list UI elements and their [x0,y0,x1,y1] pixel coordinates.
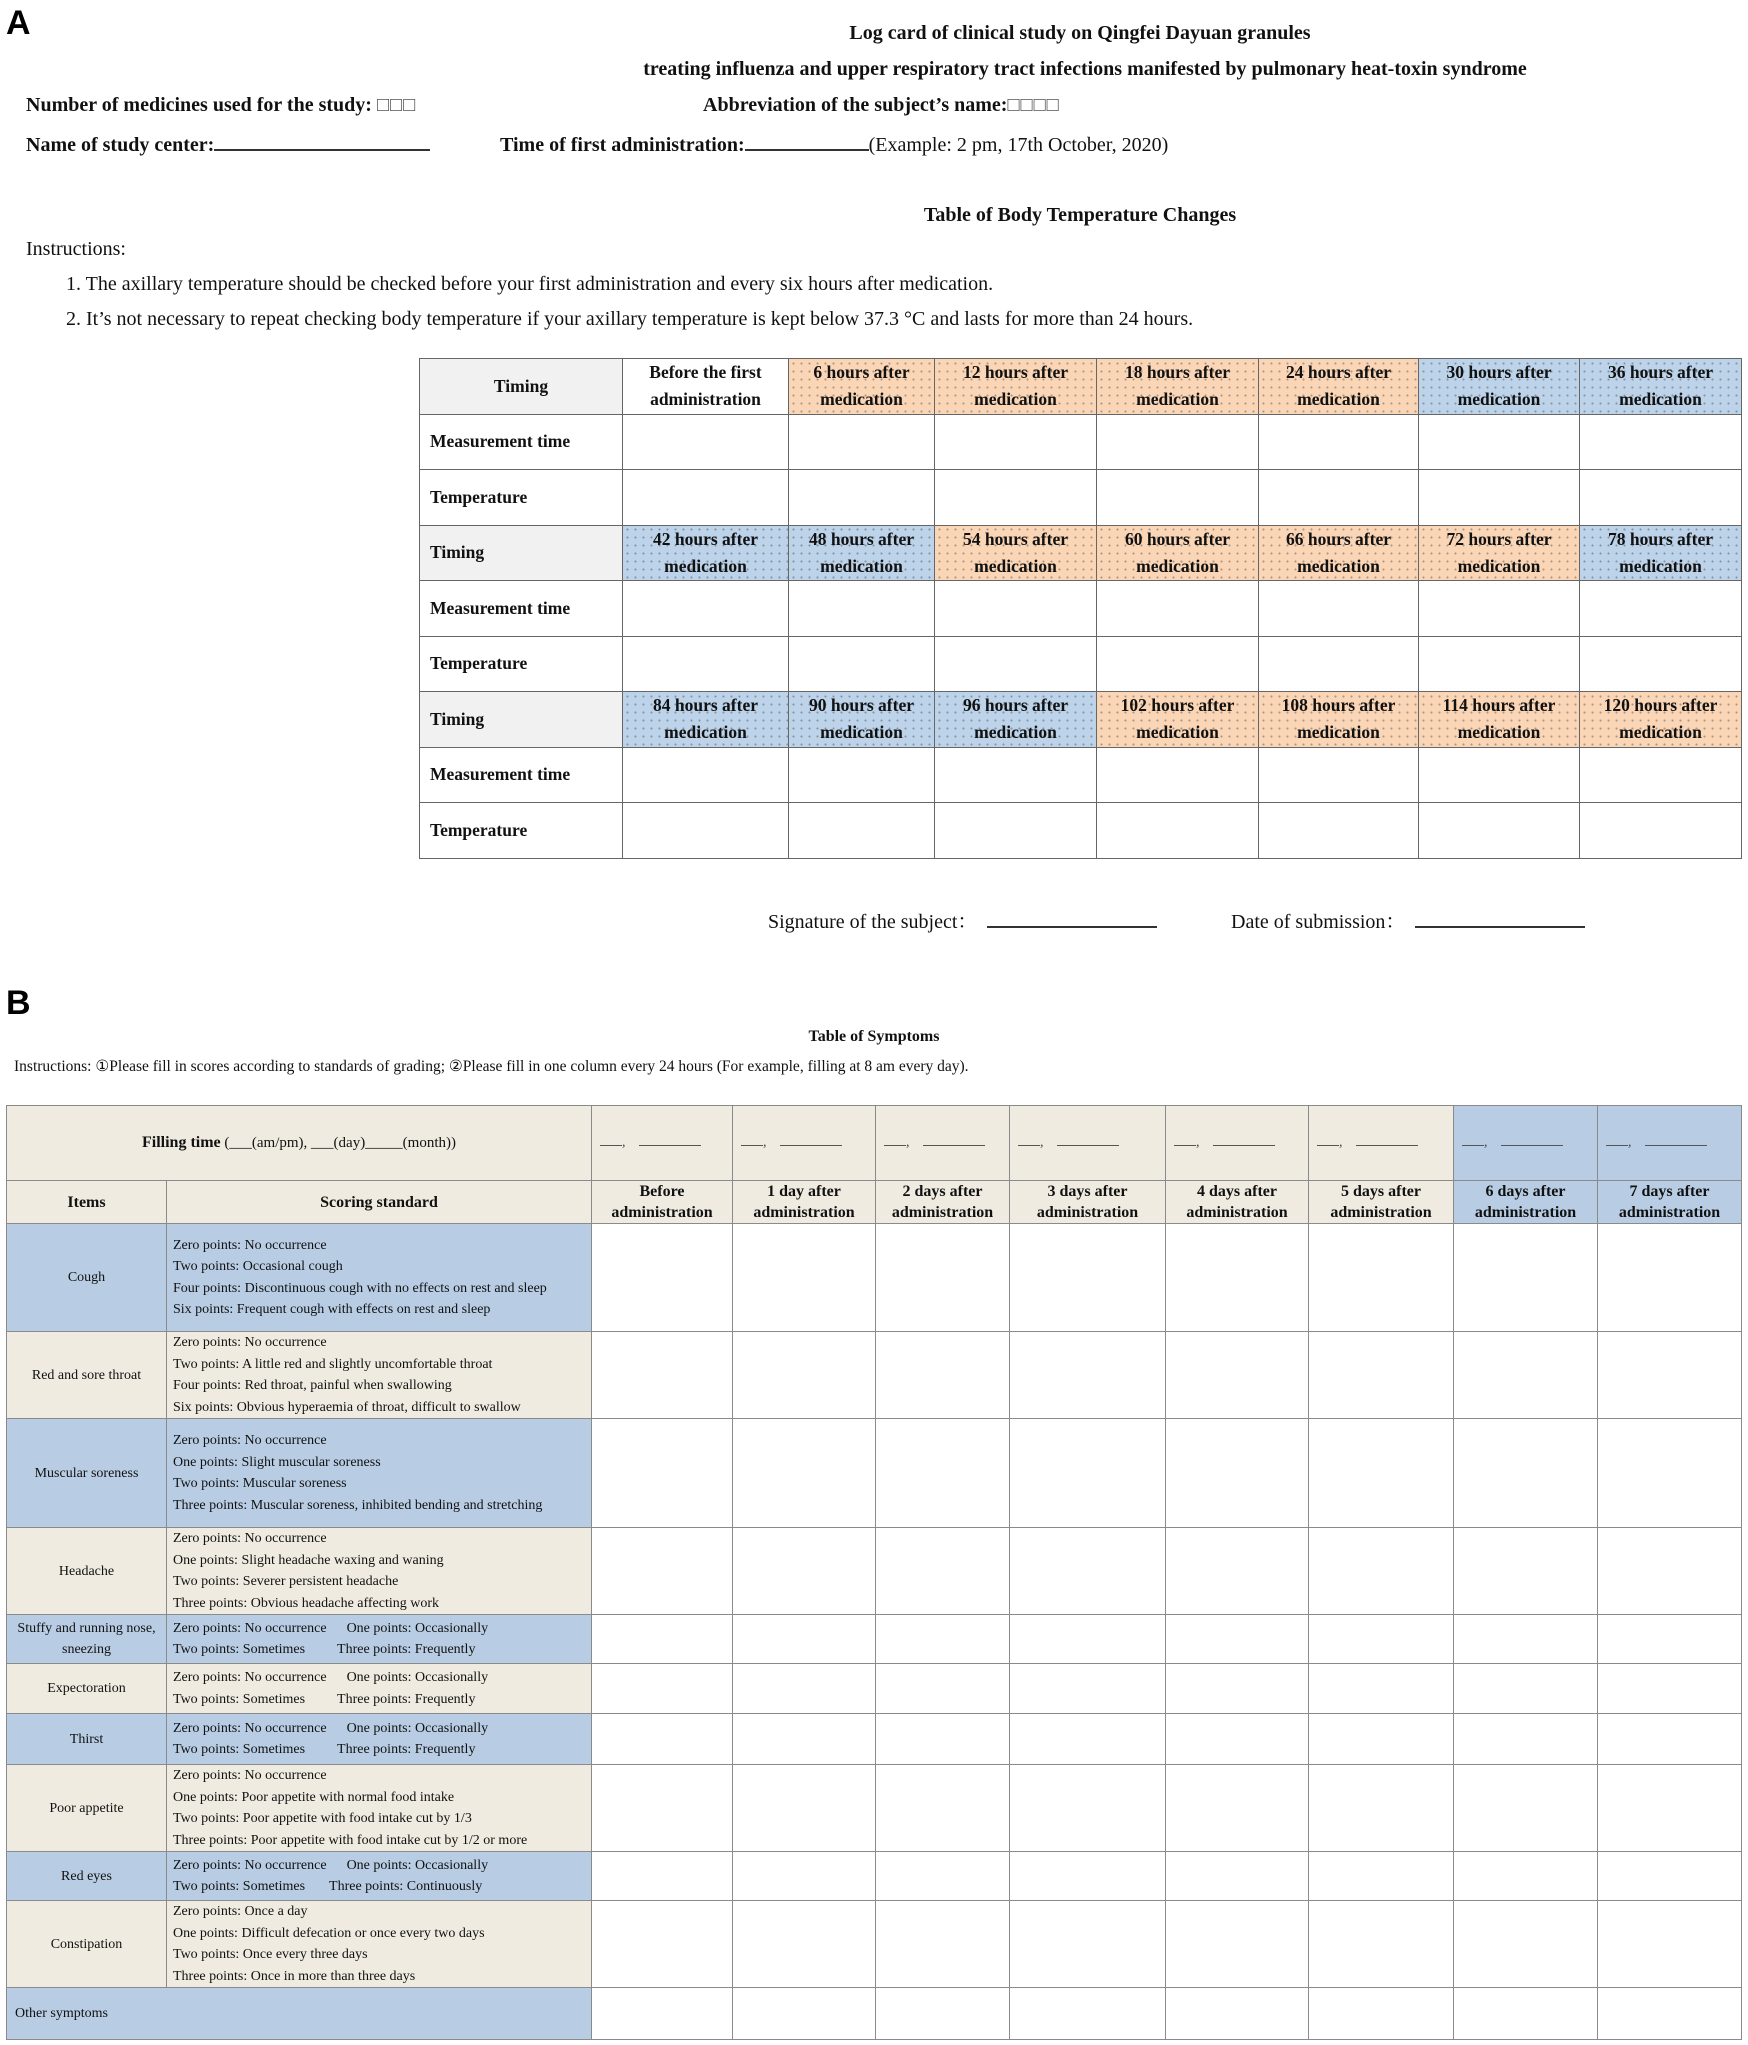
temperature-row-2 [420,636,1742,692]
timing-cell: 12 hours after medication [935,359,1097,415]
temperature-label: Temperature [420,803,623,859]
score-input[interactable] [1309,1664,1454,1714]
timing-cell: 24 hours after medication [1259,359,1419,415]
timing-cell: 84 hours after medication [623,692,789,748]
score-input[interactable] [1166,1528,1309,1615]
signature-label: Signature of the subject： [768,911,978,933]
filling-date-input[interactable]: , [1010,1106,1166,1181]
timing-row-2 [420,525,1742,581]
score-input[interactable] [1166,1852,1309,1901]
score-input[interactable] [1166,1224,1309,1332]
filling-date-input[interactable]: , [1454,1106,1598,1181]
subject-abbrev-label: Abbreviation of the subject’s name: [703,94,1008,116]
submission-date-label: Date of submission： [1231,911,1406,933]
score-input[interactable] [1309,1224,1454,1332]
score-input[interactable] [733,1419,876,1528]
medicines-number-field [26,94,416,117]
measurement-time-input[interactable] [789,747,935,803]
score-input[interactable] [1166,1615,1309,1664]
scoring-standard: Zero points: No occurrence One points: Slight muscular soreness Two points: Muscular soreness Three points: Muscular soreness, inhibited bending and stretching [167,1419,592,1528]
filling-date-input[interactable]: , [876,1106,1010,1181]
score-input[interactable] [876,1419,1010,1528]
symptoms-table [6,1105,1742,2040]
score-input[interactable] [1454,1615,1598,1664]
measurement-time-input[interactable] [1097,581,1259,637]
temperature-input[interactable] [789,803,935,859]
filling-date-input[interactable]: , [592,1106,733,1181]
instructions-label: Instructions: [26,238,126,260]
measurement-row-2 [420,581,1742,637]
score-input[interactable] [1010,1332,1166,1419]
score-input[interactable] [733,1528,876,1615]
score-input[interactable] [1166,1419,1309,1528]
panel-b-label: B [6,984,31,1022]
score-input[interactable] [1010,1901,1166,1988]
temperature-label: Temperature [420,470,623,526]
scoring-standard: Zero points: No occurrence One points: Poor appetite with normal food intake Two points: Poor appetite with food intake cut by 1/3 Three points: Poor appetite with food intake cut by 1/2 or more [167,1765,592,1852]
score-input[interactable] [1309,1852,1454,1901]
measurement-time-label: Measurement time [420,414,623,470]
symptom-item: Muscular soreness [7,1419,167,1528]
score-input[interactable] [1010,1528,1166,1615]
temperature-input[interactable] [1259,636,1419,692]
temperature-input[interactable] [1580,636,1742,692]
measurement-row-1 [420,414,1742,470]
score-input[interactable] [1010,1988,1166,2040]
temperature-input[interactable] [935,470,1097,526]
score-input[interactable] [1454,1664,1598,1714]
score-input[interactable] [733,1332,876,1419]
score-input[interactable] [1309,1765,1454,1852]
temperature-input[interactable] [1580,803,1742,859]
log-card-title: Log card of clinical study on Qingfei Dayuan granules [849,22,1311,44]
symptom-item: Stuffy and running nose, sneezing [7,1615,167,1664]
score-input[interactable] [876,1615,1010,1664]
score-input[interactable] [1598,1664,1742,1714]
score-input[interactable] [1010,1852,1166,1901]
temperature-row-1 [420,470,1742,526]
day-column-header: 4 days after administration [1166,1181,1309,1224]
timing-cell: 60 hours after medication [1097,525,1259,581]
subject-abbrev-field [703,94,1060,117]
scoring-standard: Zero points: Once a day One points: Difficult defecation or once every two days Two points: Once every three days Three points: Once in more than three days [167,1901,592,1988]
measurement-row-3 [420,747,1742,803]
temperature-input[interactable] [623,636,789,692]
score-input[interactable] [1454,1852,1598,1901]
day-column-header: 5 days after administration [1309,1181,1454,1224]
symptom-item: Cough [7,1224,167,1332]
temperature-table [419,358,1742,859]
score-input[interactable] [1309,1714,1454,1765]
timing-cell: 96 hours after medication [935,692,1097,748]
measurement-time-label: Measurement time [420,747,623,803]
medicines-number-label: Number of medicines used for the study: [26,94,372,116]
temperature-input[interactable] [1097,636,1259,692]
filling-time-row [7,1106,1742,1181]
day-column-header: 6 days after administration [1454,1181,1598,1224]
day-column-header: Before administration [592,1181,733,1224]
temperature-input[interactable] [1419,803,1580,859]
measurement-time-input[interactable] [1580,747,1742,803]
measurement-time-input[interactable] [623,414,789,470]
temperature-input[interactable] [1097,803,1259,859]
score-input[interactable] [1309,1901,1454,1988]
temperature-input[interactable] [1097,470,1259,526]
score-input[interactable] [733,1714,876,1765]
symptom-row-poor-appetite [7,1765,1742,1852]
measurement-time-input[interactable] [935,581,1097,637]
first-admin-label: Time of first administration: [500,134,745,156]
symptom-row-cough [7,1224,1742,1332]
temperature-row-3 [420,803,1742,859]
temperature-label: Temperature [420,636,623,692]
study-center-field [26,133,430,157]
symptom-item: Poor appetite [7,1765,167,1852]
score-input[interactable] [1010,1615,1166,1664]
score-input[interactable] [876,1852,1010,1901]
filling-date-input[interactable]: , [1598,1106,1742,1181]
scoring-standard: Zero points: No occurrence Two points: Occasional cough Four points: Discontinuous cough with no effects on rest and sleep Six points: Frequent cough with effects on rest and sleep [167,1224,592,1332]
timing-cell: 54 hours after medication [935,525,1097,581]
score-input[interactable] [592,1224,733,1332]
score-input[interactable] [1166,1332,1309,1419]
score-input[interactable] [876,1332,1010,1419]
timing-cell: 18 hours after medication [1097,359,1259,415]
score-input[interactable] [1454,1332,1598,1419]
score-input[interactable] [1598,1765,1742,1852]
score-input[interactable] [1010,1419,1166,1528]
symptom-item: Thirst [7,1714,167,1765]
score-input[interactable] [1598,1419,1742,1528]
score-input[interactable] [592,1332,733,1419]
temperature-input[interactable] [623,803,789,859]
measurement-time-input[interactable] [1419,414,1580,470]
score-input[interactable] [1454,1901,1598,1988]
score-input[interactable] [1598,1901,1742,1988]
score-input[interactable] [876,1664,1010,1714]
measurement-time-input[interactable] [935,747,1097,803]
score-input[interactable] [592,1765,733,1852]
score-input[interactable] [592,1852,733,1901]
signature-field [768,905,1157,934]
instruction-2: 2. It’s not necessary to repeat checking body temperature if your axillary temperature is kept below 37.3 °C and lasts for more than 24 hours. [66,308,1194,330]
measurement-time-input[interactable] [789,581,935,637]
temperature-input[interactable] [789,636,935,692]
score-input[interactable] [733,1988,876,2040]
score-input[interactable] [733,1852,876,1901]
score-input[interactable] [1598,1224,1742,1332]
timing-label: Timing [420,359,623,415]
symptom-row-expectoration [7,1664,1742,1714]
score-input[interactable] [1166,1901,1309,1988]
symptom-row-muscular [7,1419,1742,1528]
other-symptoms-label[interactable]: Other symptoms [7,1988,592,2040]
score-input[interactable] [1598,1332,1742,1419]
score-input[interactable] [1454,1714,1598,1765]
score-input[interactable] [592,1714,733,1765]
temperature-input[interactable] [1259,803,1419,859]
timing-row-1 [420,359,1742,415]
day-column-header: 2 days after administration [876,1181,1010,1224]
score-input[interactable] [876,1901,1010,1988]
filling-date-input[interactable]: , [1309,1106,1454,1181]
timing-cell: 120 hours after medication [1580,692,1742,748]
scoring-standard: Zero points: No occurrence One points: Occasionally Two points: Sometimes Three points: Frequently [167,1664,592,1714]
measurement-time-input[interactable] [1419,581,1580,637]
symptom-item: Red eyes [7,1852,167,1901]
timing-label: Timing [420,525,623,581]
temperature-input[interactable] [935,636,1097,692]
log-card-subtitle: treating influenza and upper respiratory tract infections manifested by pulmonary heat-toxin syndrome [643,58,1527,80]
filling-time-header: Filling time (___(am/pm), ___(day)_____(month)) [7,1106,592,1181]
temperature-input[interactable] [935,803,1097,859]
score-input[interactable] [1598,1988,1742,2040]
temperature-input[interactable] [1259,470,1419,526]
measurement-time-input[interactable] [1580,414,1742,470]
symptom-item: Red and sore throat [7,1332,167,1419]
symptom-row-red-eyes [7,1852,1742,1901]
score-input[interactable] [1309,1332,1454,1419]
medicines-number-boxes[interactable]: □□□ [376,94,417,116]
score-input[interactable] [592,1664,733,1714]
score-input[interactable] [1166,1988,1309,2040]
filling-date-input[interactable]: , [733,1106,876,1181]
score-input[interactable] [1010,1765,1166,1852]
timing-cell: 48 hours after medication [789,525,935,581]
scoring-standard: Zero points: No occurrence One points: Occasionally Two points: Sometimes Three points: Frequently [167,1714,592,1765]
score-input[interactable] [733,1664,876,1714]
temperature-input[interactable] [789,470,935,526]
temperature-input[interactable] [1419,636,1580,692]
score-input[interactable] [733,1765,876,1852]
symptom-row-throat [7,1332,1742,1419]
score-input[interactable] [1454,1419,1598,1528]
signature-blank[interactable] [987,910,1157,928]
score-input[interactable] [1598,1528,1742,1615]
score-input[interactable] [876,1988,1010,2040]
panel-a-label: A [6,4,31,42]
score-input[interactable] [1454,1765,1598,1852]
score-input[interactable] [1166,1664,1309,1714]
scoring-standard: Zero points: No occurrence One points: Occasionally Two points: Sometimes Three points: Continuously [167,1852,592,1901]
score-input[interactable] [1454,1224,1598,1332]
score-input[interactable] [1598,1852,1742,1901]
score-input[interactable] [1309,1615,1454,1664]
symptom-row-constipation [7,1901,1742,1988]
symptoms-instructions: Instructions: ①Please fill in scores according to standards of grading; ②Please fill in one column every 24 hours (For example, filling at 8 am every day). [14,1058,969,1075]
timing-cell: 42 hours after medication [623,525,789,581]
temperature-input[interactable] [623,470,789,526]
scoring-standard-header: Scoring standard [167,1181,592,1224]
score-input[interactable] [1010,1224,1166,1332]
symptoms-table-title: Table of Symptoms [808,1028,940,1045]
scoring-standard: Zero points: No occurrence Two points: A little red and slightly uncomfortable throat Four points: Red throat, painful when swallowing Six points: Obvious hyperaemia of throat, difficult to swallow [167,1332,592,1419]
symptom-row-other [7,1988,1742,2040]
score-input[interactable] [1598,1714,1742,1765]
score-input[interactable] [876,1528,1010,1615]
items-header: Items [7,1181,167,1224]
score-input[interactable] [592,1901,733,1988]
timing-cell: 90 hours after medication [789,692,935,748]
day-column-header: 3 days after administration [1010,1181,1166,1224]
timing-row-3 [420,692,1742,748]
first-admin-blank[interactable] [745,133,869,151]
timing-cell: 114 hours after medication [1419,692,1580,748]
score-input[interactable] [876,1224,1010,1332]
day-column-header: 7 days after administration [1598,1181,1742,1224]
timing-cell: 30 hours after medication [1419,359,1580,415]
score-input[interactable] [1309,1988,1454,2040]
score-input[interactable] [1309,1419,1454,1528]
score-input[interactable] [592,1615,733,1664]
scoring-standard: Zero points: No occurrence One points: Occasionally Two points: Sometimes Three points: Frequently [167,1615,592,1664]
submission-date-field [1231,905,1585,934]
score-input[interactable] [1166,1765,1309,1852]
study-center-blank[interactable] [214,133,430,151]
temperature-input[interactable] [1419,470,1580,526]
measurement-time-input[interactable] [1097,747,1259,803]
timing-cell: 72 hours after medication [1419,525,1580,581]
score-input[interactable] [1309,1528,1454,1615]
score-input[interactable] [1454,1528,1598,1615]
temperature-input[interactable] [1580,470,1742,526]
measurement-time-input[interactable] [1419,747,1580,803]
measurement-time-input[interactable] [789,414,935,470]
filling-date-input[interactable]: , [1166,1106,1309,1181]
scoring-standard: Zero points: No occurrence One points: Slight headache waxing and waning Two points: Severer persistent headache Three points: Obvious headache affecting work [167,1528,592,1615]
score-input[interactable] [592,1419,733,1528]
measurement-time-input[interactable] [623,581,789,637]
score-input[interactable] [1010,1664,1166,1714]
symptom-row-headache [7,1528,1742,1615]
measurement-time-input[interactable] [935,414,1097,470]
score-input[interactable] [876,1714,1010,1765]
score-input[interactable] [1166,1714,1309,1765]
timing-cell: 6 hours after medication [789,359,935,415]
measurement-time-input[interactable] [623,747,789,803]
score-input[interactable] [876,1765,1010,1852]
timing-label: Timing [420,692,623,748]
score-input[interactable] [1598,1615,1742,1664]
symptom-row-thirst [7,1714,1742,1765]
symptom-item: Constipation [7,1901,167,1988]
subject-abbrev-boxes[interactable]: □□□□ [1007,94,1060,116]
measurement-time-input[interactable] [1580,581,1742,637]
measurement-time-input[interactable] [1259,581,1419,637]
score-input[interactable] [1454,1988,1598,2040]
measurement-time-input[interactable] [1259,747,1419,803]
timing-cell: Before the first administration [623,359,789,415]
timing-cell: 102 hours after medication [1097,692,1259,748]
score-input[interactable] [733,1224,876,1332]
timing-cell: 78 hours after medication [1580,525,1742,581]
measurement-time-input[interactable] [1259,414,1419,470]
submission-date-blank[interactable] [1415,910,1585,928]
score-input[interactable] [733,1615,876,1664]
timing-cell: 108 hours after medication [1259,692,1419,748]
timing-cell: 36 hours after medication [1580,359,1742,415]
symptom-row-stuffy-nose [7,1615,1742,1664]
temperature-table-title: Table of Body Temperature Changes [923,204,1237,226]
score-input[interactable] [592,1528,733,1615]
first-admin-example: (Example: 2 pm, 17th October, 2020) [868,134,1169,156]
first-admin-field [500,133,1168,157]
column-header-row [7,1181,1742,1224]
measurement-time-input[interactable] [1097,414,1259,470]
instruction-1: 1. The axillary temperature should be checked before your first administration and every six hours after medication. [66,273,994,295]
study-center-label: Name of study center: [26,134,215,156]
symptom-item: Expectoration [7,1664,167,1714]
score-input[interactable] [733,1901,876,1988]
day-column-header: 1 day after administration [733,1181,876,1224]
score-input[interactable] [1010,1714,1166,1765]
timing-cell: 66 hours after medication [1259,525,1419,581]
score-input[interactable] [592,1988,733,2040]
measurement-time-label: Measurement time [420,581,623,637]
symptom-item: Headache [7,1528,167,1615]
